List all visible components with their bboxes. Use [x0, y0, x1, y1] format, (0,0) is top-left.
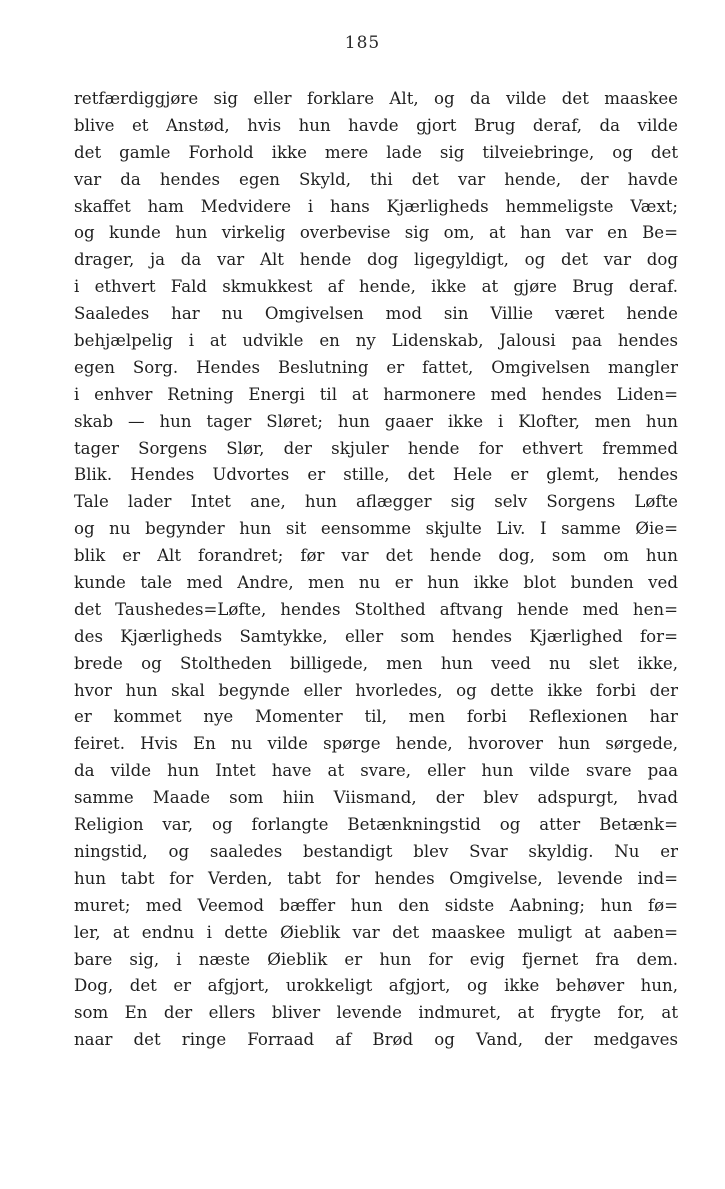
text-line: kunde tale med Andre, men nu er hun ikke blot bunden ved — [74, 573, 678, 593]
text-line: drager, ja da var Alt hende dog ligegyldigt, og det var dog — [74, 250, 678, 270]
text-line: ningstid, og saaledes bestandigt blev Svar skyldig. Nu er — [74, 841, 678, 861]
text-line: det Taushedes=Løfte, hendes Stolthed aftvang hende med hen= — [74, 599, 678, 619]
text-line: Dog, det er afgjort, urokkeligt afgjort, og ikke behøver hun, — [74, 976, 678, 996]
text-line: bare sig, i næste Øieblik er hun for evig fjernet fra dem. — [74, 949, 678, 969]
text-line: muret; med Veemod bæffer hun den sidste Aabning; hun fø= — [74, 895, 678, 915]
text-line: i ethvert Fald skmukkest af hende, ikke at gjøre Brug deraf. — [74, 277, 678, 297]
text-line: i enhver Retning Energi til at harmonere med hendes Liden= — [74, 384, 678, 404]
text-line: er kommet nye Momenter til, men forbi Reflexionen har — [74, 707, 678, 727]
text-line: det gamle Forhold ikke mere lade sig tilveiebringe, og det — [74, 142, 678, 162]
text-line: og kunde hun virkelig overbevise sig om, at han var en Be= — [74, 223, 678, 243]
text-line: behjælpelig i at udvikle en ny Lidenskab, Jalousi paa hendes — [74, 331, 678, 351]
text-line: brede og Stoltheden billigede, men hun veed nu slet ikke, — [74, 653, 678, 673]
text-line: samme Maade som hiin Viismand, der blev adspurgt, hvad — [74, 788, 678, 808]
text-line: des Kjærligheds Samtykke, eller som hendes Kjærlighed for= — [74, 626, 678, 646]
text-line: blive et Anstød, hvis hun havde gjort Brug deraf, da vilde — [74, 115, 678, 135]
text-line: Saaledes har nu Omgivelsen mod sin Villie været hende — [74, 304, 678, 324]
page-number: 185 — [344, 33, 381, 53]
text-line: hun tabt for Verden, tabt for hendes Omgivelse, levende ind= — [74, 868, 678, 888]
text-line: da vilde hun Intet have at svare, eller hun vilde svare paa — [74, 761, 678, 781]
text-line: blik er Alt forandret; før var det hende dog, som om hun — [74, 546, 678, 566]
text-line: hvor hun skal begynde eller hvorledes, og dette ikke forbi der — [74, 680, 678, 700]
text-line: Religion var, og forlangte Betænkningstid og atter Betænk= — [74, 815, 678, 835]
text-line: og nu begynder hun sit eensomme skjulte Liv. I samme Øie= — [74, 519, 678, 539]
text-line: Tale lader Intet ane, hun aflægger sig selv Sorgens Løfte — [74, 492, 678, 512]
body-text — [74, 86, 678, 1054]
text-line: som En der ellers bliver levende indmuret, at frygte for, at — [74, 1003, 678, 1023]
text-line: egen Sorg. Hendes Beslutning er fattet, Omgivelsen mangler — [74, 357, 678, 377]
text-line: Blik. Hendes Udvortes er stille, det Hele er glemt, hendes — [74, 465, 678, 485]
text-line: skaffet ham Medvidere i hans Kjærligheds hemmeligste Væxt; — [74, 196, 678, 216]
text-line: skab — hun tager Sløret; hun gaaer ikke i Klofter, men hun — [74, 411, 678, 431]
text-line: var da hendes egen Skyld, thi det var hende, der havde — [74, 169, 678, 189]
text-line: ler, at endnu i dette Øieblik var det maaskee muligt at aaben= — [74, 922, 678, 942]
text-line: tager Sorgens Slør, der skjuler hende for ethvert fremmed — [74, 438, 678, 458]
text-line: retfærdiggjøre sig eller forklare Alt, og da vilde det maaskee — [74, 89, 678, 108]
text-line: naar det ringe Forraad af Brød og Vand, der medgaves — [74, 1030, 678, 1050]
text-line: feiret. Hvis En nu vilde spørge hende, hvorover hun sørgede, — [74, 734, 678, 754]
